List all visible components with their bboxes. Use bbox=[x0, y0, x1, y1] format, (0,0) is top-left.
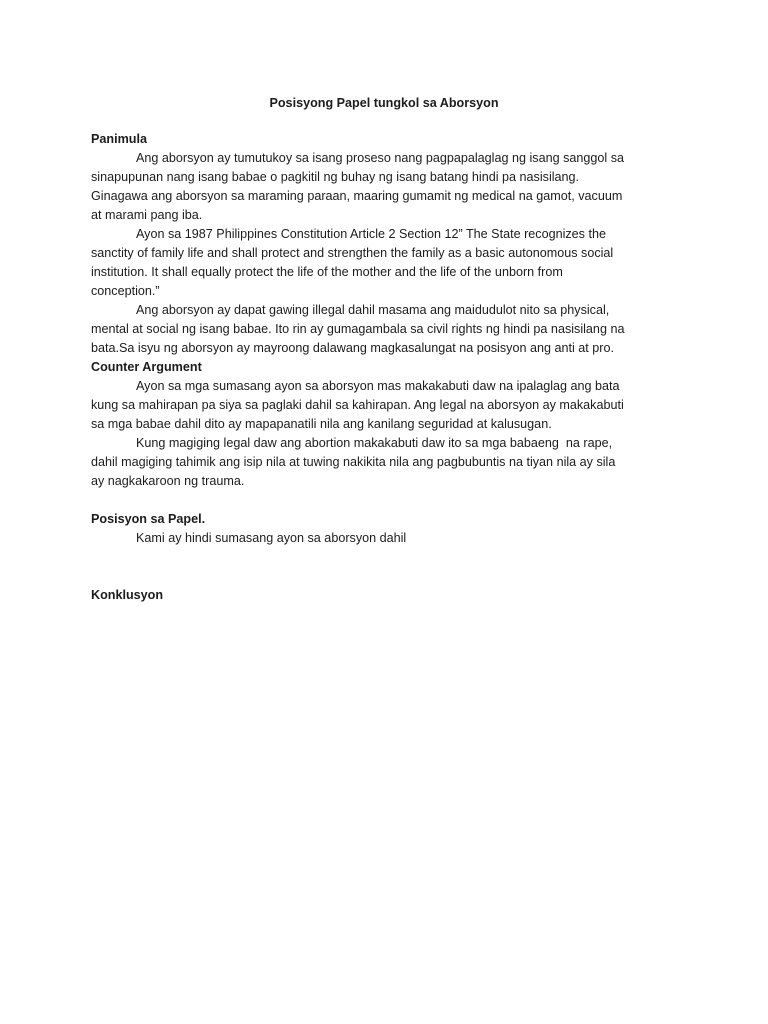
section-konklusyon bbox=[91, 586, 731, 605]
text-line: kung sa mahirapan pa siya sa paglaki dahil sa kahirapan. Ang legal na aborsyon ay makakabuti bbox=[91, 398, 624, 412]
text-line: mental at social ng isang babae. Ito rin ay gumagambala sa civil rights ng hindi pa nasisilang na bbox=[91, 322, 625, 336]
text-line: Kami ay hindi sumasang ayon sa aborsyon dahil bbox=[136, 531, 407, 545]
text-line: institution. It shall equally protect the life of the mother and the life of the unborn from bbox=[91, 265, 563, 279]
text-line: ay nagkakaroon ng trauma. bbox=[91, 474, 245, 488]
paragraph bbox=[91, 529, 731, 548]
paragraph bbox=[91, 301, 731, 358]
text-line: Ayon sa 1987 Philippines Constitution Article 2 Section 12” The State recognizes the bbox=[136, 227, 606, 241]
paragraph bbox=[91, 377, 731, 434]
text-line: Kung magiging legal daw ang abortion makakabuti daw ito sa mga babaeng na rape, bbox=[136, 436, 613, 450]
text-line: Ayon sa mga sumasang ayon sa aborsyon mas makakabuti daw na ipalaglag ang bata bbox=[136, 379, 620, 393]
text-line: Ang aborsyon ay dapat gawing illegal dahil masama ang maidudulot nito sa physical, bbox=[136, 303, 610, 317]
section-counter-argument bbox=[91, 358, 731, 491]
text-line: sinapupunan nang isang babae o pagkitil ng buhay ng isang batang hindi pa nasisilang. bbox=[91, 170, 580, 184]
section-heading: Counter Argument bbox=[91, 360, 202, 374]
section-heading: Panimula bbox=[91, 132, 147, 146]
text-line: conception.” bbox=[91, 284, 160, 298]
document-body bbox=[91, 130, 731, 605]
section-heading: Konklusyon bbox=[91, 588, 164, 602]
section-posisyon-sa-papel bbox=[91, 510, 731, 548]
text-line: Ang aborsyon ay tumutukoy sa isang proseso nang pagpapalaglag ng isang sanggol sa bbox=[136, 151, 625, 165]
text-line: at marami pang iba. bbox=[91, 208, 203, 222]
text-line: bata.Sa isyu ng aborsyon ay mayroong dalawang magkasalungat na posisyon ang anti at pro. bbox=[91, 341, 614, 355]
text-line: Ginagawa ang aborsyon sa maraming paraan, maaring gumamit ng medical na gamot, vacuum bbox=[91, 189, 623, 203]
paragraph bbox=[91, 149, 731, 225]
paragraph bbox=[91, 225, 731, 301]
text-line: sa mga babae dahil dito ay mapapanatili nila ang kanilang seguridad at kalusugan. bbox=[91, 417, 552, 431]
document-title: Posisyong Papel tungkol sa Aborsyon bbox=[269, 96, 499, 110]
text-line: dahil magiging tahimik ang isip nila at tuwing nakikita nila ang pagbubuntis na tiyan nila ay sila bbox=[91, 455, 616, 469]
text-line: sanctity of family life and shall protect and strengthen the family as a basic autonomous social bbox=[91, 246, 614, 260]
paragraph bbox=[91, 434, 731, 491]
section-heading: Posisyon sa Papel. bbox=[91, 512, 206, 526]
section-panimula bbox=[91, 130, 731, 358]
